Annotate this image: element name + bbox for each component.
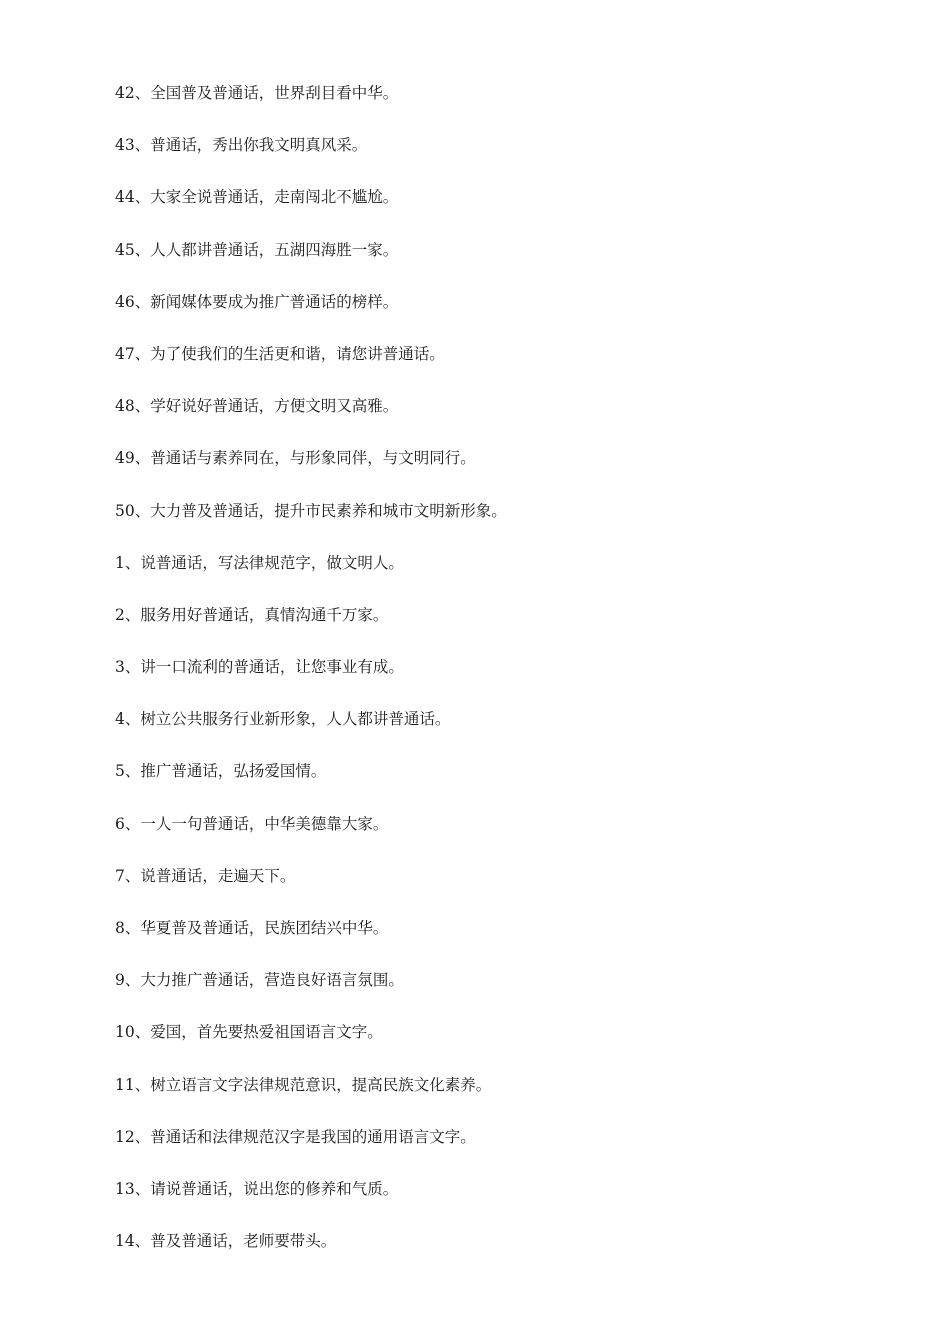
- list-item: 2、服务用好普通话，真情沟通千万家。: [115, 605, 389, 624]
- list-item: 3、讲一口流利的普通话，让您事业有成。: [115, 658, 404, 677]
- list-item: 4、树立公共服务行业新形象，人人都讲普通话。: [115, 710, 451, 729]
- list-item: 9、大力推广普通话，营造良好语言氛围。: [115, 971, 404, 990]
- list-item: 8、华夏普及普通话，民族团结兴中华。: [115, 919, 389, 937]
- list-item: 12、普通话和法律规范汉字是我国的通用语言文字。: [115, 1127, 476, 1146]
- list-item: 50、大力普及普通话，提升市民素养和城市文明新形象。: [115, 501, 507, 520]
- list-item: 7、说普通话，走遍天下。: [115, 866, 296, 885]
- list-item: 11、树立语言文字法律规范意识，提高民族文化素养。: [115, 1075, 492, 1094]
- list-item: 6、一人一句普通话，中华美德靠大家。: [115, 814, 389, 833]
- list-item: 45、人人都讲普通话，五湖四海胜一家。: [115, 240, 399, 259]
- list-item: 46、新闻媒体要成为推广普通话的榜样。: [115, 292, 399, 311]
- list-item: 47、为了使我们的生活更和谐，请您讲普通话。: [115, 344, 445, 363]
- list-item: 13、请说普通话，说出您的修养和气质。: [115, 1179, 399, 1198]
- list-item: 43、普通话，秀出你我文明真风采。: [115, 136, 368, 155]
- list-item: 48、学好说好普通话，方便文明又高雅。: [115, 397, 399, 416]
- list-item: 10、爱国，首先要热爱祖国语言文字。: [115, 1023, 383, 1042]
- list-item: 1、说普通话，写法律规范字，做文明人。: [115, 553, 404, 572]
- list-item: 5、推广普通话，弘扬爱国情。: [115, 762, 327, 781]
- list-item: 14、普及普通话，老师要带头。: [115, 1232, 337, 1251]
- slogan-list: [115, 80, 507, 1280]
- list-item: 44、大家全说普通话，走南闯北不尴尬。: [115, 188, 399, 207]
- list-item: 49、普通话与素养同在，与形象同伴，与文明同行。: [115, 449, 476, 468]
- list-item: 42、全国普及普通话，世界刮目看中华。: [115, 84, 399, 102]
